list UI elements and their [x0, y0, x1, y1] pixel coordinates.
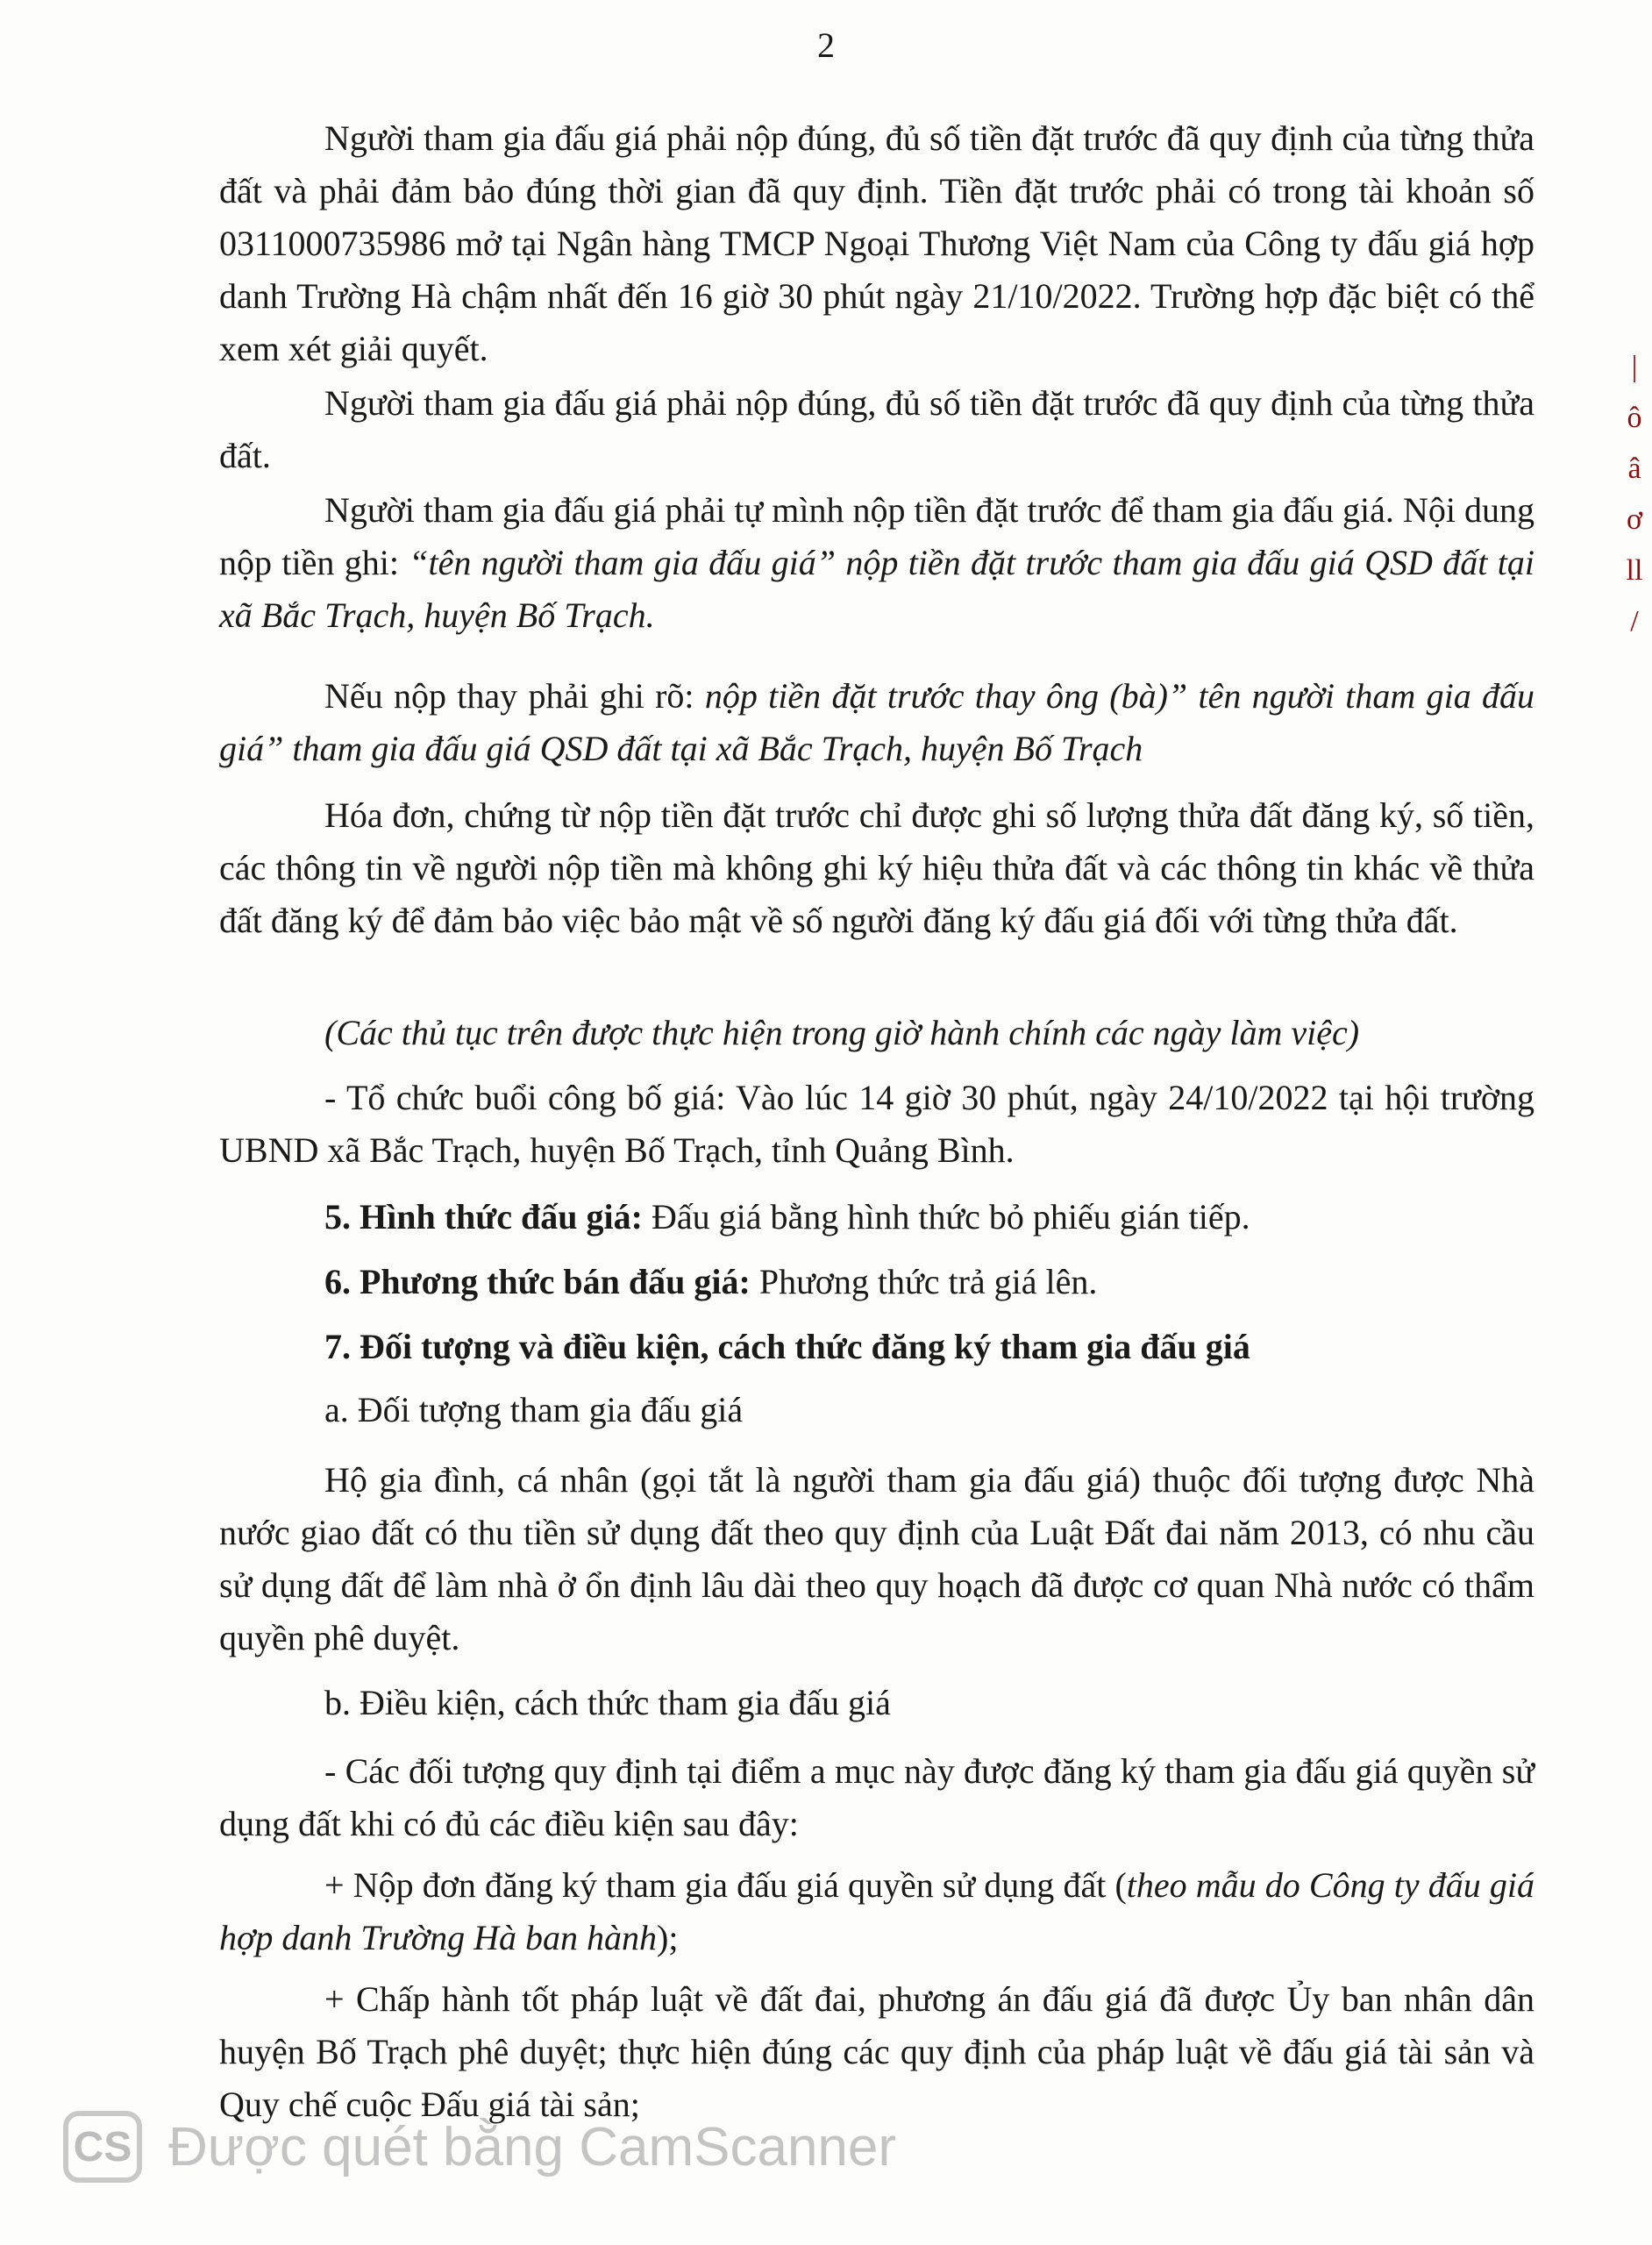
margin-stamp-marks: | ô â ơ ll /	[1626, 351, 1643, 638]
camscanner-logo-icon: CS	[63, 2111, 142, 2183]
section-5-auction-form	[324, 1191, 1552, 1244]
item-1-end: );	[657, 1918, 679, 1957]
section-7-heading: 7. Đối tượng và điều kiện, cách thức đăng ký tham gia đấu giá	[324, 1327, 1250, 1366]
paragraph-price-announcement: - Tổ chức buổi công bố giá: Vào lúc 14 giờ 30 phút, ngày 24/10/2022 tại hội trường UBND xã Bắc Trạch, huyện Bố Trạch, tỉnh Quảng Bình.	[219, 1078, 1535, 1170]
section-6-text: Phương thức trả giá lên.	[750, 1262, 1098, 1301]
deposit-content-italic: “tên người tham gia đấu giá” nộp tiền đặt trước tham gia đấu giá QSD đất tại xã Bắc Trạch, huyện Bố Trạch.	[219, 543, 1535, 635]
section-7a-heading: a. Đối tượng tham gia đấu giá	[324, 1390, 744, 1429]
paragraph-invoice: Hóa đơn, chứng từ nộp tiền đặt trước chỉ được ghi số lượng thửa đất đăng ký, số tiền, các thông tin về người nộp tiền mà không ghi ký hiệu thửa đất và các thông tin khác về thửa đất đăng ký để đảm bảo việc bảo mật về số người đăng ký đấu giá đối với từng thửa đất.	[219, 795, 1535, 940]
proxy-payment-italic: nộp tiền đặt trước thay ông (bà)” tên người tham gia đấu giá” tham gia đấu giá QSD đất tại xã Bắc Trạch, huyện Bố Trạch	[219, 676, 1535, 768]
paragraph-office-hours-note: (Các thủ tục trên được thực hiện trong giờ hành chính các ngày làm việc)	[324, 1013, 1360, 1052]
camscanner-watermark	[63, 2106, 896, 2187]
page-number: 2	[817, 25, 835, 65]
item-1-text: + Nộp đơn đăng ký tham gia đấu giá quyền sử dụng đất (	[324, 1865, 1127, 1905]
deposit-content-text: Người tham gia đấu giá phải tự mình nộp tiền đặt trước để tham gia đấu giá. Nội dung nộp tiền ghi:	[219, 490, 1535, 582]
section-7b-item-1	[219, 1859, 1535, 1964]
paragraph-deposit-deadline: Người tham gia đấu giá phải nộp đúng, đủ số tiền đặt trước đã quy định của từng thửa đất và phải đảm bảo đúng thời gian đã quy định. Tiền đặt trước phải có trong tài khoản số 0311000735986 mở tại Ngân hàng TMCP Ngoại Thương Việt Nam của Công ty đấu giá hợp danh Trường Hà chậm nhất đến 16 giờ 30 phút ngày 21/10/2022. Trường hợp đặc biệt có thể xem xét giải quyết.	[219, 118, 1535, 368]
item-1-italic: theo mẫu do Công ty đấu giá hợp danh Trường Hà ban hành	[219, 1865, 1535, 1957]
section-7b-item-2: + Chấp hành tốt pháp luật về đất đai, phương án đấu giá đã được Ủy ban nhân dân huyện Bố Trạch phê duyệt; thực hiện đúng các quy định của pháp luật về đấu giá tài sản và Quy chế cuộc Đấu giá tài sản;	[219, 1979, 1535, 2124]
paragraph-deposit-content	[219, 484, 1535, 642]
section-6-auction-method	[324, 1256, 1552, 1308]
section-5-label: 5. Hình thức đấu giá:	[324, 1197, 643, 1237]
paragraph-deposit-per-plot: Người tham gia đấu giá phải nộp đúng, đủ số tiền đặt trước đã quy định của từng thửa đất.	[219, 383, 1535, 475]
section-7b-heading: b. Điều kiện, cách thức tham gia đấu giá	[324, 1683, 891, 1722]
section-7b-text: - Các đối tượng quy định tại điểm a mục này được đăng ký tham gia đấu giá quyền sử dụng đất khi có đủ các điều kiện sau đây:	[219, 1751, 1535, 1843]
proxy-payment-text: Nếu nộp thay phải ghi rõ:	[324, 676, 705, 716]
camscanner-watermark-text: Được quét bằng CamScanner	[168, 2116, 897, 2177]
section-6-label: 6. Phương thức bán đấu giá:	[324, 1262, 751, 1301]
paragraph-proxy-payment	[219, 670, 1535, 775]
section-5-text: Đấu giá bằng hình thức bỏ phiếu gián tiếp.	[642, 1197, 1250, 1237]
section-7a-text: Hộ gia đình, cá nhân (gọi tắt là người tham gia đấu giá) thuộc đối tượng được Nhà nước giao đất có thu tiền sử dụng đất theo quy định của Luật Đất đai năm 2013, có nhu cầu sử dụng đất để làm nhà ở ổn định lâu dài theo quy hoạch đã được cơ quan Nhà nước có thẩm quyền phê duyệt.	[219, 1460, 1535, 1657]
